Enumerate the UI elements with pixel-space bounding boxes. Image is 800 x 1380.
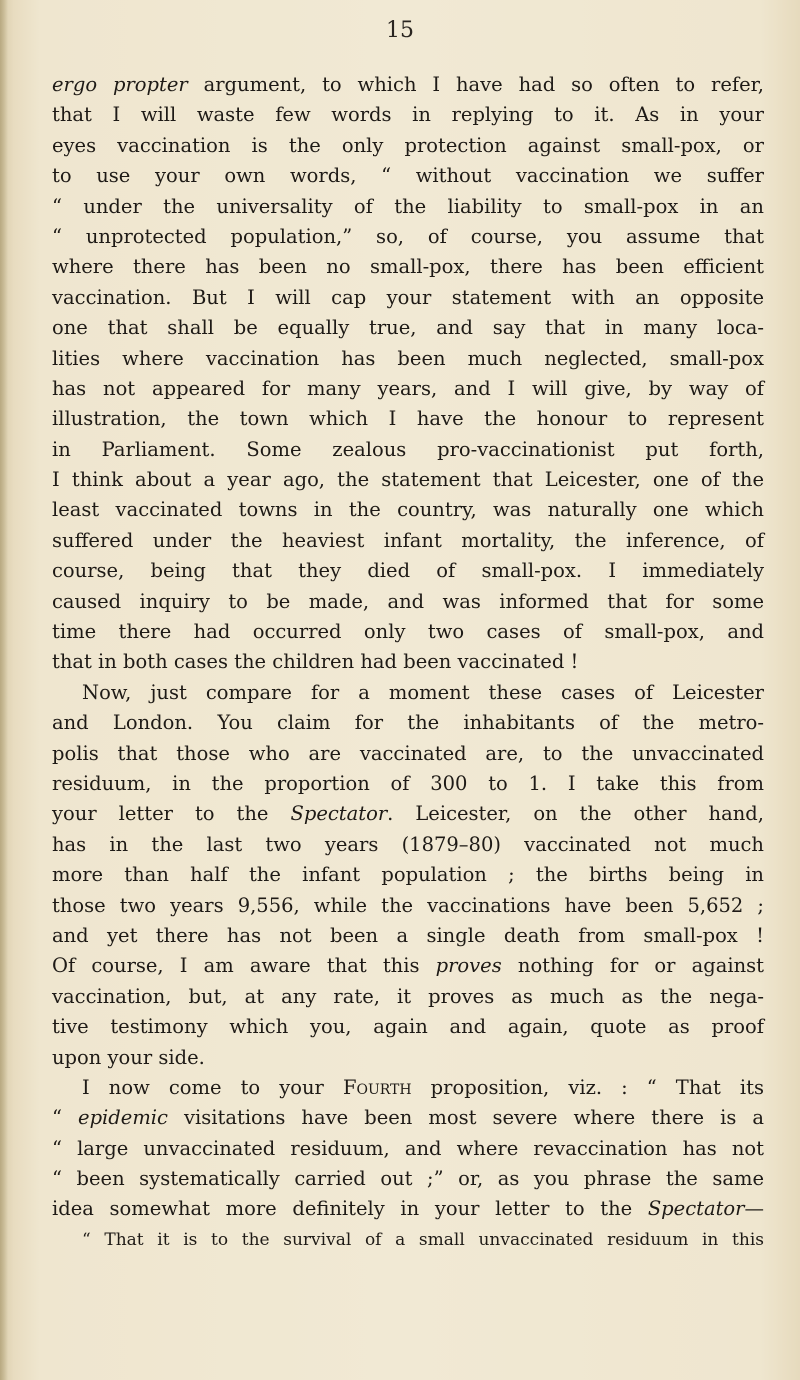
text-line: course, being that they died of small-pox. I immediately bbox=[52, 559, 764, 583]
text-line: those two years 9,556, while the vaccinations have been 5,652 ; bbox=[52, 893, 764, 917]
text-span: your letter to the bbox=[52, 802, 291, 826]
text-line: “ under the universality of the liability to small-pox in an bbox=[52, 194, 764, 218]
text-line: eyes vaccination is the only protection against small-pox, or bbox=[52, 133, 764, 157]
text-line bbox=[52, 1073, 764, 1103]
text-line: I think about a year ago, the statement that Leicester, one of the bbox=[52, 468, 764, 492]
text-line: least vaccinated towns in the country, was naturally one which bbox=[52, 498, 764, 522]
text-line: has in the last two years (1879–80) vaccinated not much bbox=[52, 832, 764, 856]
italic-phrase: epidemic bbox=[78, 1106, 168, 1130]
text-line: Now, just compare for a moment these cases of Leicester bbox=[82, 680, 764, 704]
text-line: suffered under the heaviest infant mortality, the inference, of bbox=[52, 528, 764, 552]
body-text bbox=[52, 70, 764, 1255]
page-gutter-shadow bbox=[0, 0, 8, 1380]
text-line: “ been systematically carried out ;” or, as you phrase the same bbox=[52, 1167, 764, 1191]
text-span: — bbox=[744, 1197, 764, 1221]
text-line: one that shall be equally true, and say that in many loca- bbox=[52, 316, 764, 340]
text-line: to use your own words, “ without vaccination we suffer bbox=[52, 164, 764, 188]
text-line: that I will waste few words in replying to it. As in your bbox=[52, 103, 764, 127]
text-span: visitations have been most severe where there is a bbox=[167, 1106, 765, 1130]
text-line bbox=[52, 799, 764, 829]
text-line: and London. You claim for the inhabitants of the metro- bbox=[52, 711, 764, 735]
text-line: upon your side. bbox=[52, 1045, 205, 1069]
text-span: Of course, I am aware that this bbox=[52, 954, 436, 978]
text-span: argument, to which I have had so often to refer, bbox=[187, 73, 764, 96]
text-line: residuum, in the proportion of 300 to 1. I take this from bbox=[52, 771, 764, 795]
text-line: where there has been no small-pox, there has been efficient bbox=[52, 255, 764, 279]
italic-phrase: Spectator bbox=[647, 1197, 745, 1221]
text-line: vaccination, but, at any rate, it proves as much as the nega- bbox=[52, 984, 764, 1008]
text-line: has not appeared for many years, and I will give, by way of bbox=[52, 376, 764, 400]
text-line: vaccination. But I will cap your statement with an opposite bbox=[52, 285, 764, 309]
text-line: more than half the infant population ; the births being in bbox=[52, 863, 764, 887]
text-line: “ unprotected population,” so, of course, you assume that bbox=[52, 224, 764, 248]
text-line: polis that those who are vaccinated are, to the unvaccinated bbox=[52, 741, 764, 765]
text-span: . Leicester, on the other hand, bbox=[387, 802, 764, 826]
italic-phrase: proves bbox=[435, 954, 502, 978]
text-line bbox=[52, 1194, 764, 1224]
text-line: tive testimony which you, again and again, quote as proof bbox=[52, 1015, 764, 1039]
text-line: “ large unvaccinated residuum, and where revaccination has not bbox=[52, 1136, 764, 1160]
text-line: time there had occurred only two cases of small-pox, and bbox=[52, 620, 764, 644]
text-line: illustration, the town which I have the honour to represent bbox=[52, 407, 764, 431]
text-line: that in both cases the children had been vaccinated ! bbox=[52, 650, 579, 674]
text-span: idea somewhat more definitely in your letter to the bbox=[52, 1197, 648, 1221]
text-line bbox=[52, 70, 764, 100]
italic-phrase: ergo propter bbox=[52, 73, 188, 96]
text-line: caused inquiry to be made, and was informed that for some bbox=[52, 589, 764, 613]
text-line bbox=[52, 1103, 764, 1133]
page-number: 15 bbox=[386, 18, 414, 43]
small-caps-phrase: Fourth bbox=[342, 1075, 412, 1099]
text-span: nothing for or against bbox=[501, 954, 764, 978]
text-line: in Parliament. Some zealous pro-vaccinationist put forth, bbox=[52, 437, 764, 461]
text-span: I now come to your bbox=[82, 1075, 343, 1099]
text-span: “ bbox=[52, 1106, 79, 1130]
text-line: “ That it is to the survival of a small unvaccinated residuum in this bbox=[82, 1229, 764, 1250]
text-span: proposition, viz. : “ That its bbox=[411, 1075, 764, 1099]
italic-phrase: Spectator bbox=[290, 802, 388, 826]
text-line bbox=[52, 951, 764, 981]
text-line: lities where vaccination has been much neglected, small-pox bbox=[52, 346, 764, 370]
text-line: and yet there has not been a single death from small-pox ! bbox=[52, 923, 764, 947]
